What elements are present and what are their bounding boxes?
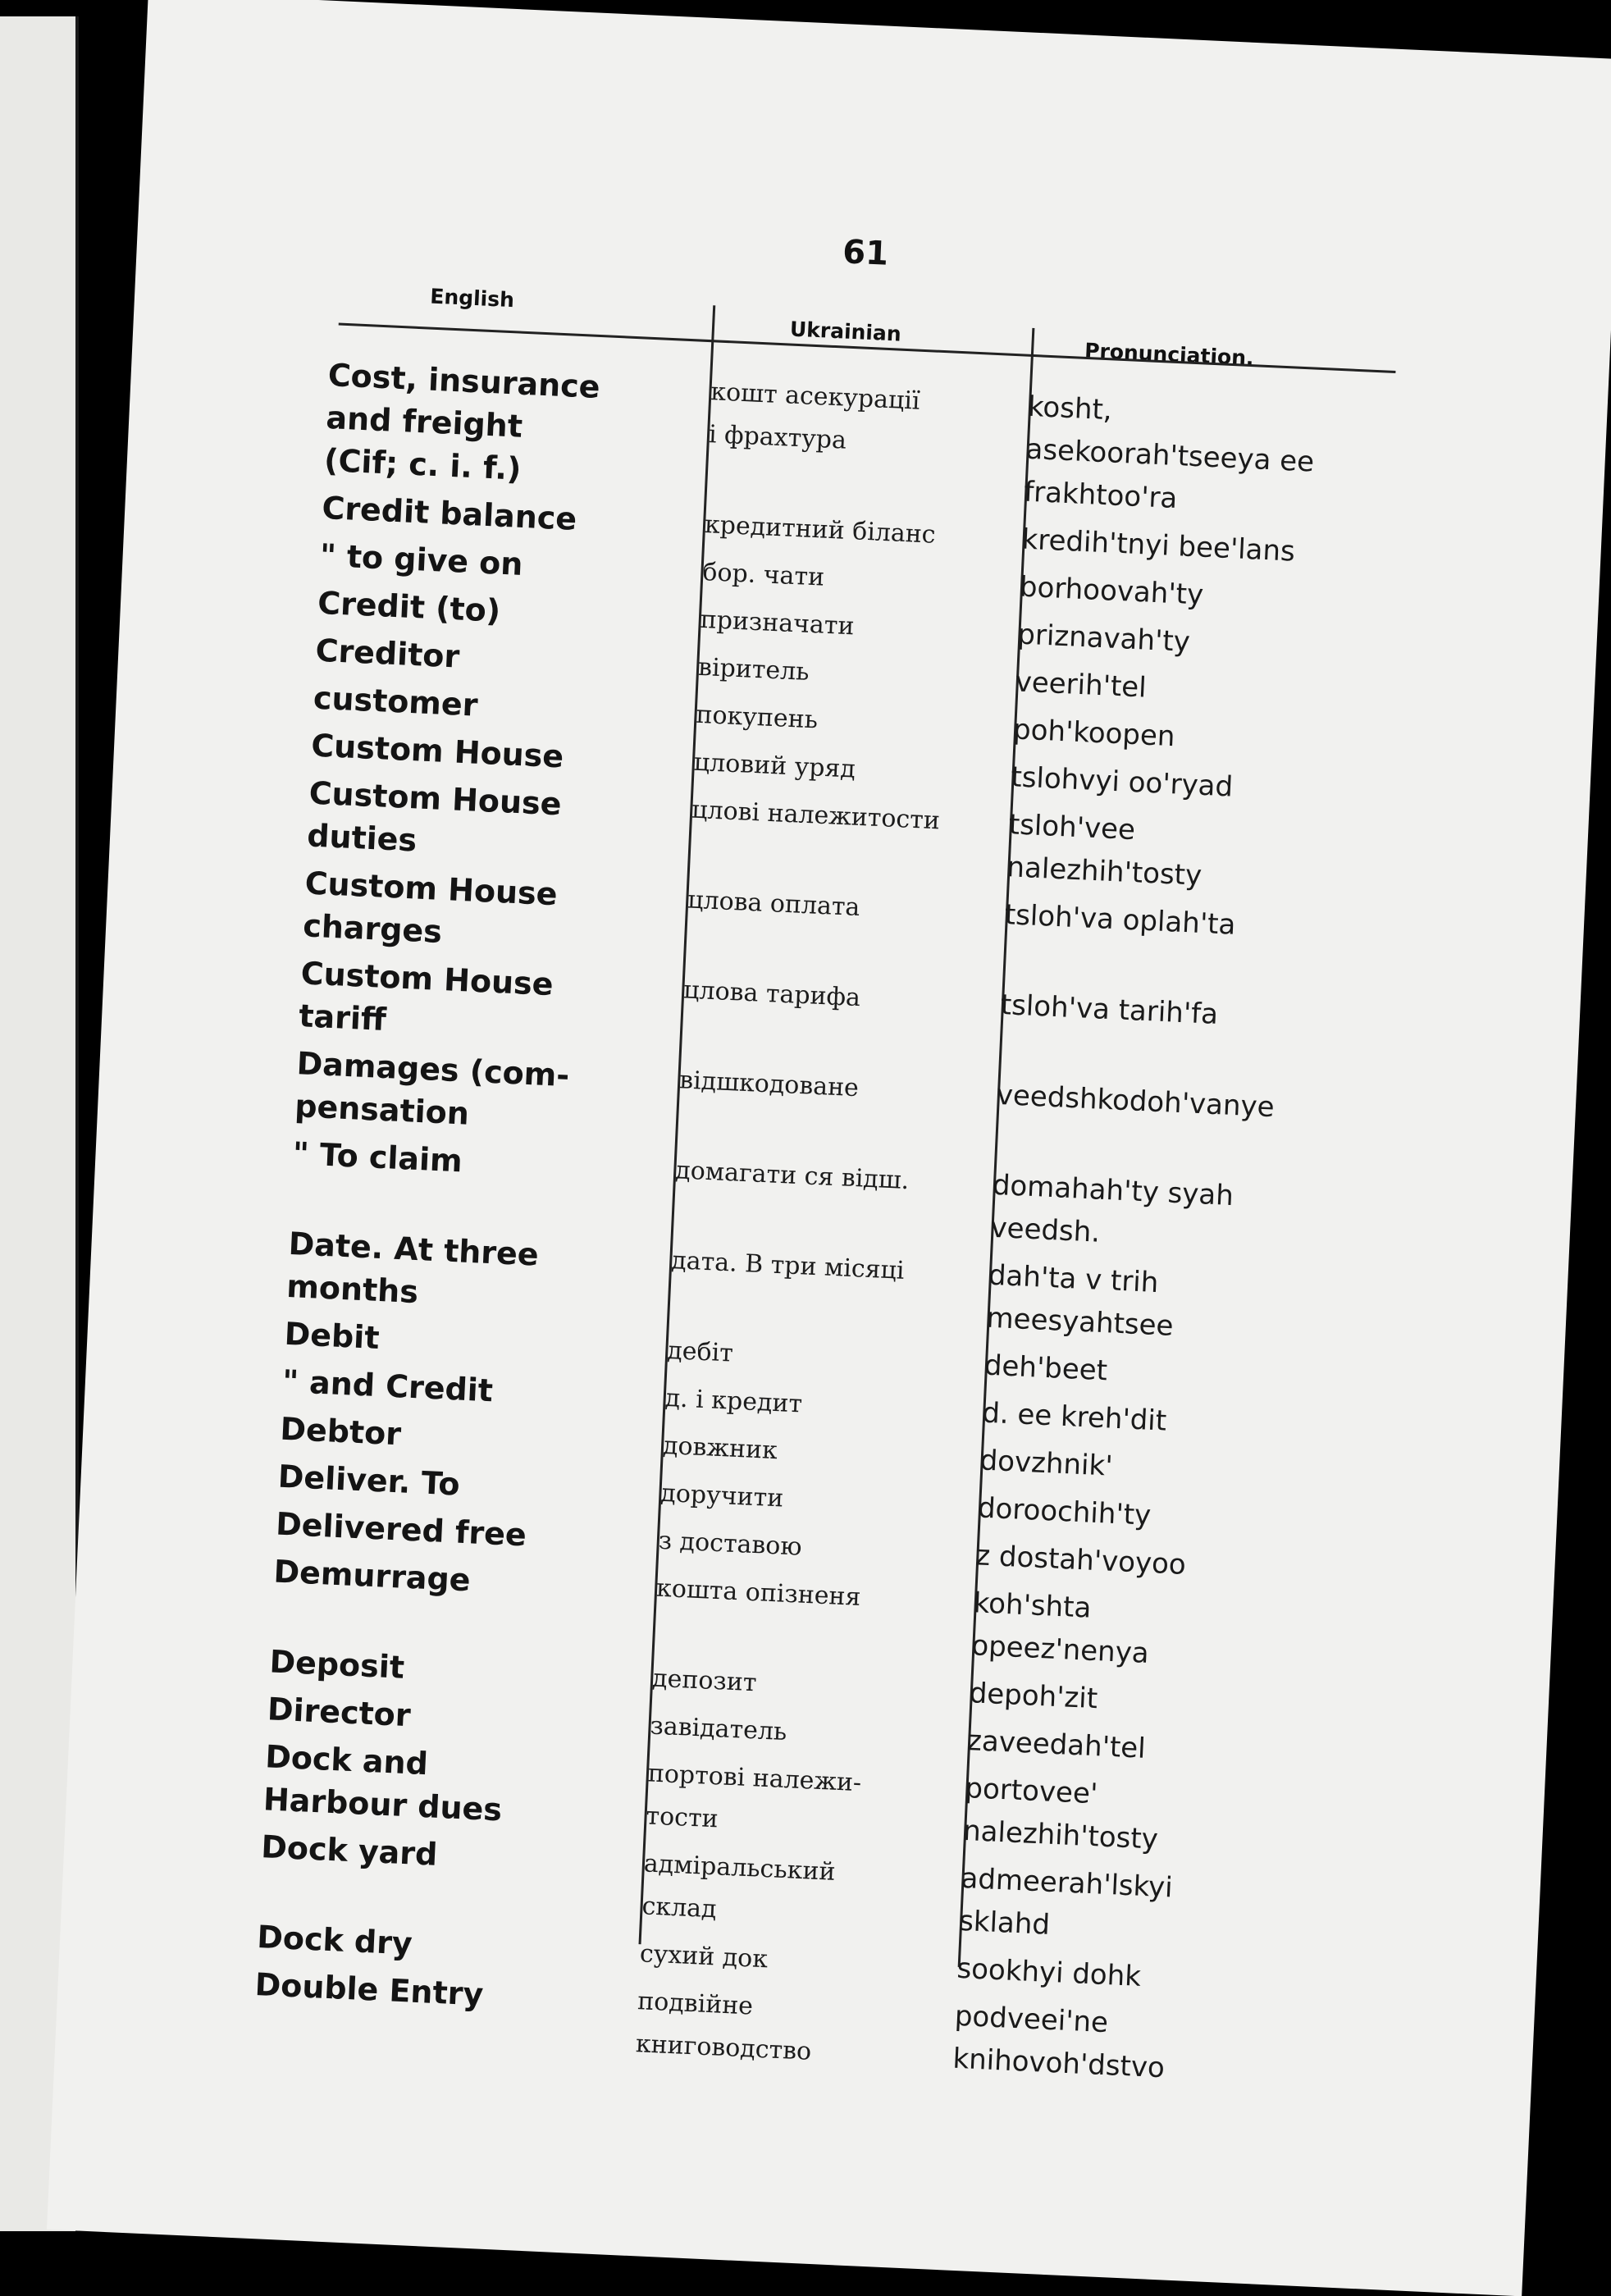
ukrainian-term: доручити <box>659 1478 784 1513</box>
pronunciation: doroochih'ty <box>977 1491 1152 1532</box>
ukrainian-term: кредитний біланс <box>704 510 937 550</box>
ukrainian-term: кошта опізненя <box>655 1573 862 1612</box>
pronunciation: portovee' nalezhih'tosty <box>962 1772 1159 1856</box>
english-term: " and Credit <box>281 1363 494 1409</box>
english-term: Custom House duties <box>306 774 563 859</box>
entries-list <box>252 354 1394 2102</box>
english-term: Demurrage <box>272 1553 472 1599</box>
pronunciation: deh'beet <box>983 1349 1108 1388</box>
pronunciation: kosht, asekoorah'tseeya ee frakhtoo'ra <box>1023 390 1315 516</box>
pronunciation: podveei'ne knihovoh'dstvo <box>952 1999 1166 2085</box>
pronunciation: kredih'tnyi bee'lans <box>1020 523 1296 568</box>
english-term: Custom House charges <box>302 865 559 950</box>
ukrainian-term: подвійне книговодство <box>635 1987 812 2066</box>
ukrainian-term: завідатель <box>649 1711 788 1747</box>
ukrainian-term: відшкодоване <box>678 1066 860 1103</box>
english-term: Double Entry <box>253 1965 485 2013</box>
pronunciation: depoh'zit <box>968 1677 1098 1716</box>
dictionary-page <box>47 0 1611 2296</box>
pronunciation: koh'shta opeez'nenya <box>970 1586 1150 1670</box>
english-term: Credit (to) <box>317 584 502 629</box>
column-header-ukrainian: Ukrainian <box>789 317 902 346</box>
english-term: Credit balance <box>321 489 578 537</box>
pronunciation: zaveedah'tel <box>966 1724 1147 1765</box>
pronunciation: veerih'tel <box>1014 665 1148 705</box>
ukrainian-term: адміральський склад <box>641 1849 837 1924</box>
ukrainian-term: бор. чати <box>701 557 825 592</box>
english-term: Deliver. To <box>276 1458 461 1503</box>
english-term: Date. At three months <box>285 1225 540 1311</box>
pronunciation: dah'ta v trih meesyahtsee <box>985 1258 1175 1343</box>
pronunciation: tslohvyi oo'ryad <box>1010 760 1234 804</box>
english-term: Deposit <box>268 1643 405 1686</box>
page-number: 61 <box>842 233 890 273</box>
english-term: Dock dry <box>256 1919 413 1962</box>
ukrainian-term: призначати <box>700 605 856 641</box>
pronunciation: sookhyi dohk <box>956 1951 1142 1993</box>
pronunciation: d. ee kreh'dit <box>981 1396 1167 1438</box>
english-term: Custom House <box>310 727 565 775</box>
english-term: Delivered free <box>275 1505 527 1554</box>
ukrainian-term: цловий уряд <box>693 747 856 784</box>
english-term: customer <box>313 679 479 723</box>
english-term: Dock and Harbour dues <box>262 1738 503 1828</box>
english-term: Director <box>267 1691 412 1734</box>
english-term: " To claim <box>291 1135 463 1180</box>
ukrainian-term: покупень <box>695 700 819 735</box>
pronunciation: borhoovah'ty <box>1019 570 1204 612</box>
english-term: Custom House tariff <box>298 955 554 1038</box>
english-term: " to give on <box>318 536 524 582</box>
ukrainian-term: депозит <box>651 1664 758 1698</box>
english-term: Creditor <box>314 632 461 675</box>
english-term: Cost, insurance and freight (Cif; c. i. f.) <box>323 357 601 487</box>
ukrainian-term: цлова тарифа <box>682 975 861 1013</box>
ukrainian-term: дебіт <box>666 1335 734 1368</box>
ukrainian-term: кошт асекурації і фрахтура <box>708 377 921 455</box>
english-term: Dock yard <box>260 1828 439 1873</box>
english-term: Damages (com- pensation <box>294 1045 571 1132</box>
english-term: Debit <box>283 1315 381 1357</box>
english-term: Debtor <box>279 1410 402 1453</box>
ukrainian-term: цлові належитости <box>691 795 941 836</box>
ukrainian-term: домагати ся відш. <box>674 1156 910 1196</box>
pronunciation: tsloh'va oplah'ta <box>1004 898 1237 942</box>
pronunciation: tsloh'va tarih'fa <box>1000 988 1219 1031</box>
pronunciation: admeerah'lskyi sklahd <box>958 1861 1174 1942</box>
column-header-pronunciation: Pronunciation. <box>1084 338 1255 371</box>
pronunciation: tsloh'vee nalezhih'tosty <box>1006 808 1203 892</box>
pronunciation: z dostah'voyoo <box>974 1539 1187 1582</box>
ukrainian-term: з доставою <box>658 1526 803 1562</box>
ukrainian-term: сухий док <box>639 1939 769 1974</box>
ukrainian-term: д. і кредит <box>664 1383 803 1419</box>
column-header-english: English <box>429 284 515 313</box>
ukrainian-term: портові належи- тости <box>645 1759 862 1834</box>
ukrainian-term: дата. В три місяці <box>670 1246 906 1285</box>
ukrainian-term: віритель <box>697 652 810 687</box>
pronunciation: veedshkodoh'vanye <box>996 1078 1276 1125</box>
pronunciation: dovzhnik' <box>979 1444 1114 1483</box>
pronunciation: domahah'ty syah veedsh. <box>989 1168 1234 1249</box>
pronunciation: poh'koopen <box>1012 713 1176 754</box>
pronunciation: priznavah'ty <box>1016 618 1191 659</box>
ukrainian-term: довжник <box>662 1431 778 1466</box>
ukrainian-term: цлова оплата <box>687 885 861 923</box>
